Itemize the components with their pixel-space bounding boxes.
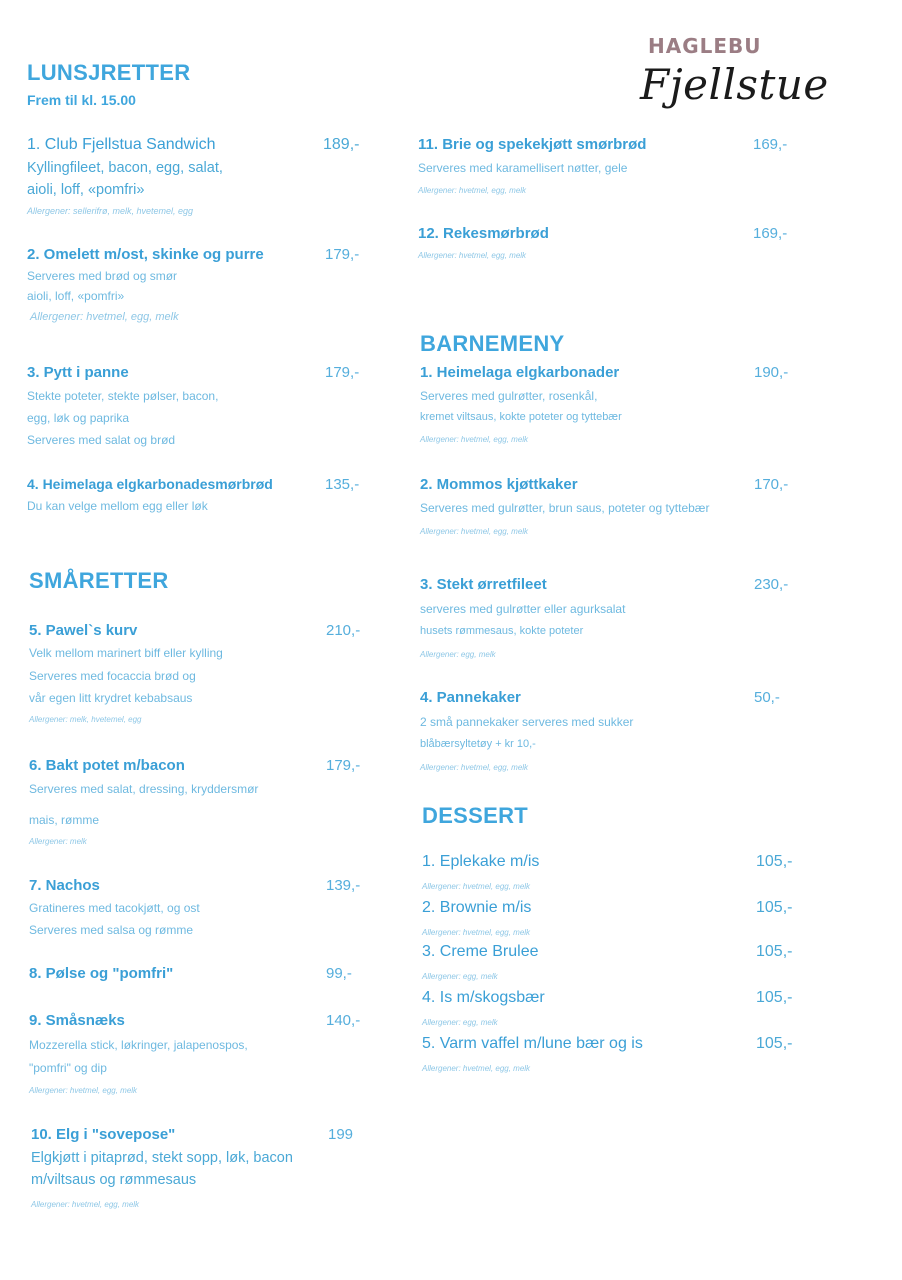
menu-item-price: 105,- — [756, 989, 793, 1006]
logo-haglebu: HAGLEBU — [648, 34, 762, 58]
menu-item-price: 105,- — [756, 853, 793, 870]
menu-item-desc: Serveres med gulrøtter, rosenkål, — [420, 389, 598, 403]
menu-item-desc: Velk mellom marinert biff eller kylling — [29, 646, 223, 660]
menu-item-desc: blåbærsyltetøy + kr 10,- — [420, 738, 536, 750]
menu-item-allergy: Allergener: egg, melk — [422, 1018, 498, 1027]
menu-item-desc: aioli, loff, «pomfri» — [27, 182, 145, 198]
menu-item-price: 105,- — [756, 943, 793, 960]
menu-item-title: 11. Brie og spekekjøtt smørbrød — [418, 136, 647, 153]
lunsj-time-note: Frem til kl. 15.00 — [27, 92, 136, 108]
menu-item-allergy: Allergener: hvetmel, egg, melk — [30, 311, 179, 323]
menu-item-desc: Serveres med focaccia brød og — [29, 669, 196, 683]
menu-item-allergy: Allergener: melk — [29, 837, 87, 846]
menu-item-price: 169,- — [753, 225, 788, 242]
menu-item-title: 3. Pytt i panne — [27, 364, 129, 381]
menu-item-title: 2. Omelett m/ost, skinke og purre — [27, 246, 264, 263]
menu-item-title: 9. Småsnæks — [29, 1012, 125, 1029]
menu-item-desc: Serveres med karamellisert nøtter, gele — [418, 161, 628, 175]
menu-item-price: 170,- — [754, 476, 789, 493]
menu-item-desc: Serveres med brød og smør — [27, 269, 178, 283]
menu-item-desc: Du kan velge mellom egg eller løk — [27, 499, 208, 513]
menu-item-allergy: Allergener: hvetmel, egg, melk — [420, 435, 529, 444]
menu-item-desc: Serveres med gulrøtter, brun saus, poteter og tyttebær — [420, 501, 710, 515]
menu-item-price: 210,- — [326, 622, 361, 639]
menu-item-title: 4. Pannekaker — [420, 689, 521, 706]
menu-item-desc: Kyllingfileet, bacon, egg, salat, — [27, 160, 223, 176]
menu-item-desc: Stekte poteter, stekte pølser, bacon, — [27, 389, 219, 403]
menu-item-allergy: Allergener: hvetmel, egg, melk — [418, 186, 527, 195]
menu-item-desc: aioli, loff, «pomfri» — [27, 289, 125, 303]
menu-item-title: 5. Pawel`s kurv — [29, 622, 138, 639]
menu-item-title: 12. Rekesmørbrød — [418, 225, 549, 242]
menu-item-price: 179,- — [325, 246, 360, 263]
menu-item-price: 230,- — [754, 576, 789, 593]
menu-item-title: 6. Bakt potet m/bacon — [29, 757, 185, 774]
menu-item-allergy: Allergener: sellerifrø, melk, hvetemel, egg — [27, 206, 194, 216]
menu-item-title: 1. Club Fjellstua Sandwich — [27, 136, 216, 153]
menu-item-title: 4. Heimelaga elgkarbonadesmørbrød — [27, 476, 273, 492]
menu-item-allergy: Allergener: hvetmel, egg, melk — [420, 763, 529, 772]
menu-item-title: 10. Elg i "sovepose" — [31, 1126, 176, 1143]
menu-item-desc: "pomfri" og dip — [29, 1061, 107, 1075]
menu-item-desc: Elgkjøtt i pitaprød, stekt sopp, løk, bacon — [31, 1150, 293, 1166]
menu-item-price: 99,- — [326, 965, 352, 982]
menu-item-allergy: Allergener: egg, melk — [422, 972, 498, 981]
menu-item-price: 105,- — [756, 899, 793, 916]
menu-item-price: 50,- — [754, 689, 780, 706]
menu-item-title: 4. Is m/skogsbær — [422, 989, 545, 1006]
menu-item-desc: Serveres med salat og brød — [27, 433, 176, 447]
section-heading-barnemeny: BARNEMENY — [420, 331, 565, 356]
menu-item-allergy: Allergener: hvetmel, egg, melk — [29, 1086, 138, 1095]
menu-item-price: 139,- — [326, 877, 361, 894]
menu-item-title: 2. Mommos kjøttkaker — [420, 476, 578, 493]
menu-item-desc: mais, rømme — [29, 813, 99, 827]
menu-item-allergy: Allergener: melk, hvetemel, egg — [29, 715, 142, 724]
menu-item-desc: serveres med gulrøtter eller agurksalat — [420, 602, 626, 616]
menu-item-price: 189,- — [323, 136, 360, 153]
menu-item-allergy: Allergener: egg, melk — [420, 650, 496, 659]
menu-item-price: 140,- — [326, 1012, 361, 1029]
menu-item-price: 135,- — [325, 476, 360, 493]
menu-item-title: 8. Pølse og "pomfri" — [29, 965, 174, 982]
menu-item-title: 1. Heimelaga elgkarbonader — [420, 364, 620, 381]
menu-item-title: 2. Brownie m/is — [422, 899, 532, 916]
menu-item-title: 1. Eplekake m/is — [422, 853, 540, 870]
menu-item-price: 179,- — [325, 364, 360, 381]
logo-fjellstue: Fjellstue — [640, 60, 829, 109]
section-heading-smaretter: SMÅRETTER — [29, 568, 169, 593]
menu-item-title: 7. Nachos — [29, 877, 100, 894]
menu-item-allergy: Allergener: hvetmel, egg, melk — [31, 1200, 140, 1209]
menu-item-price: 190,- — [754, 364, 789, 381]
menu-item-title: 3. Stekt ørretfileet — [420, 576, 547, 593]
menu-item-desc: Gratineres med tacokjøtt, og ost — [29, 901, 200, 915]
menu-item-price: 179,- — [326, 757, 361, 774]
menu-item-allergy: Allergener: hvetmel, egg, melk — [420, 527, 529, 536]
menu-item-desc: vår egen litt krydret kebabsaus — [29, 691, 193, 705]
menu-item-desc: Mozzerella stick, løkringer, jalapenospos, — [29, 1038, 248, 1052]
menu-item-desc: Serveres med salsa og rømme — [29, 923, 194, 937]
menu-item-desc: kremet viltsaus, kokte poteter og tyttebær — [420, 411, 622, 423]
menu-item-title: 5. Varm vaffel m/lune bær og is — [422, 1035, 643, 1052]
menu-item-desc: Serveres med salat, dressing, kryddersmør — [29, 782, 259, 796]
menu-item-allergy: Allergener: hvetmel, egg, melk — [422, 928, 531, 937]
menu-item-allergy: Allergener: hvetmel, egg, melk — [418, 251, 527, 260]
menu-item-allergy: Allergener: hvetmel, egg, melk — [422, 1064, 531, 1073]
section-heading-lunsjretter: LUNSJRETTER — [27, 60, 191, 85]
menu-item-price: 105,- — [756, 1035, 793, 1052]
menu-item-desc: m/viltsaus og rømmesaus — [31, 1172, 197, 1188]
menu-item-price: 199 — [328, 1126, 354, 1143]
menu-item-price: 169,- — [753, 136, 788, 153]
menu-item-desc: egg, løk og paprika — [27, 411, 130, 425]
menu-item-allergy: Allergener: hvetmel, egg, melk — [422, 882, 531, 891]
menu-item-desc: 2 små pannekaker serveres med sukker — [420, 715, 634, 729]
section-heading-dessert: DESSERT — [422, 803, 529, 828]
menu-item-title: 3. Creme Brulee — [422, 943, 539, 960]
menu-item-desc: husets rømmesaus, kokte poteter — [420, 625, 584, 637]
